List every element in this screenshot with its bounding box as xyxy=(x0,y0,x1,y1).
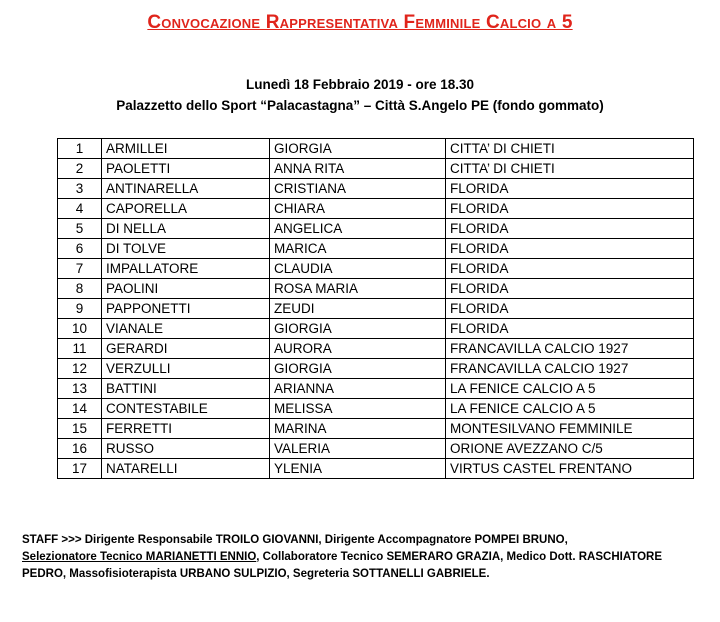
player-number: 13 xyxy=(58,379,102,399)
table-row xyxy=(58,259,694,279)
table-row xyxy=(58,299,694,319)
player-surname: RUSSO xyxy=(102,439,270,459)
table-row xyxy=(58,279,694,299)
player-firstname: MELISSA xyxy=(270,399,446,419)
table-row xyxy=(58,439,694,459)
player-surname: GERARDI xyxy=(102,339,270,359)
player-number: 6 xyxy=(58,239,102,259)
table-row xyxy=(58,199,694,219)
player-surname: CAPORELLA xyxy=(102,199,270,219)
player-number: 1 xyxy=(58,139,102,159)
player-firstname: ANGELICA xyxy=(270,219,446,239)
player-surname: PAOLINI xyxy=(102,279,270,299)
player-club: FLORIDA xyxy=(446,219,694,239)
player-club: FLORIDA xyxy=(446,179,694,199)
table-row xyxy=(58,359,694,379)
player-firstname: MARINA xyxy=(270,419,446,439)
player-surname: IMPALLATORE xyxy=(102,259,270,279)
player-club: FRANCAVILLA CALCIO 1927 xyxy=(446,339,694,359)
player-surname: DI TOLVE xyxy=(102,239,270,259)
player-number: 2 xyxy=(58,159,102,179)
event-venue-line: Palazzetto dello Sport “Palacastagna” – Città S.Angelo PE (fondo gommato) xyxy=(116,98,604,113)
player-number: 11 xyxy=(58,339,102,359)
player-firstname: GIORGIA xyxy=(270,359,446,379)
table-row xyxy=(58,179,694,199)
player-surname: PAOLETTI xyxy=(102,159,270,179)
player-firstname: CLAUDIA xyxy=(270,259,446,279)
table-row xyxy=(58,379,694,399)
player-firstname: CHIARA xyxy=(270,199,446,219)
staff-coach: Selezionatore Tecnico MARIANETTI ENNIO xyxy=(22,551,257,563)
roster-body xyxy=(58,139,694,479)
player-number: 15 xyxy=(58,419,102,439)
player-number: 10 xyxy=(58,319,102,339)
player-firstname: GIORGIA xyxy=(270,319,446,339)
player-number: 7 xyxy=(58,259,102,279)
table-row xyxy=(58,459,694,479)
player-surname: FERRETTI xyxy=(102,419,270,439)
player-club: FLORIDA xyxy=(446,199,694,219)
player-number: 3 xyxy=(58,179,102,199)
player-club: FLORIDA xyxy=(446,279,694,299)
player-surname: ARMILLEI xyxy=(102,139,270,159)
event-date-line: Lunedì 18 Febbraio 2019 - ore 18.30 xyxy=(245,77,475,92)
player-number: 9 xyxy=(58,299,102,319)
player-firstname: ARIANNA xyxy=(270,379,446,399)
player-firstname: GIORGIA xyxy=(270,139,446,159)
player-surname: NATARELLI xyxy=(102,459,270,479)
player-surname: ANTINARELLA xyxy=(102,179,270,199)
staff-paragraph xyxy=(22,532,702,583)
table-row xyxy=(58,239,694,259)
staff-text-part3: , Collaboratore Tecnico SEMERARO GRAZIA, Medico Dott. RASCHIATORE PEDRO, Massofisioterapista URBANO SULPIZIO, Segreteria SOTTANELLI GABRIELE. xyxy=(22,551,663,580)
roster-table xyxy=(57,138,694,479)
table-row xyxy=(58,159,694,179)
player-club: CITTA’ DI CHIETI xyxy=(446,139,694,159)
player-surname: VIANALE xyxy=(102,319,270,339)
player-number: 8 xyxy=(58,279,102,299)
player-firstname: ANNA RITA xyxy=(270,159,446,179)
player-number: 4 xyxy=(58,199,102,219)
player-club: LA FENICE CALCIO A 5 xyxy=(446,399,694,419)
player-club: FLORIDA xyxy=(446,319,694,339)
player-surname: DI NELLA xyxy=(102,219,270,239)
player-club: ORIONE AVEZZANO C/5 xyxy=(446,439,694,459)
document-title: Convocazione Rappresentativa Femminile Calcio a 5 xyxy=(147,12,573,33)
table-row xyxy=(58,319,694,339)
player-firstname: MARICA xyxy=(270,239,446,259)
table-row xyxy=(58,339,694,359)
player-number: 12 xyxy=(58,359,102,379)
staff-text-part1: STAFF >>> Dirigente Responsabile TROILO GIOVANNI, Dirigente Accompagnatore POMPEI BRUNO, xyxy=(22,534,568,546)
player-firstname: ZEUDI xyxy=(270,299,446,319)
player-club: FLORIDA xyxy=(446,239,694,259)
player-surname: VERZULLI xyxy=(102,359,270,379)
table-row xyxy=(58,139,694,159)
player-number: 5 xyxy=(58,219,102,239)
player-club: FLORIDA xyxy=(446,299,694,319)
player-number: 17 xyxy=(58,459,102,479)
player-number: 16 xyxy=(58,439,102,459)
player-club: VIRTUS CASTEL FRENTANO xyxy=(446,459,694,479)
player-club: FRANCAVILLA CALCIO 1927 xyxy=(446,359,694,379)
table-row xyxy=(58,219,694,239)
player-surname: CONTESTABILE xyxy=(102,399,270,419)
player-firstname: ROSA MARIA xyxy=(270,279,446,299)
player-firstname: AURORA xyxy=(270,339,446,359)
player-club: LA FENICE CALCIO A 5 xyxy=(446,379,694,399)
player-surname: BATTINI xyxy=(102,379,270,399)
player-club: CITTA’ DI CHIETI xyxy=(446,159,694,179)
player-firstname: YLENIA xyxy=(270,459,446,479)
player-number: 14 xyxy=(58,399,102,419)
table-row xyxy=(58,399,694,419)
player-firstname: CRISTIANA xyxy=(270,179,446,199)
player-club: FLORIDA xyxy=(446,259,694,279)
player-firstname: VALERIA xyxy=(270,439,446,459)
player-club: MONTESILVANO FEMMINILE xyxy=(446,419,694,439)
player-surname: PAPPONETTI xyxy=(102,299,270,319)
table-row xyxy=(58,419,694,439)
